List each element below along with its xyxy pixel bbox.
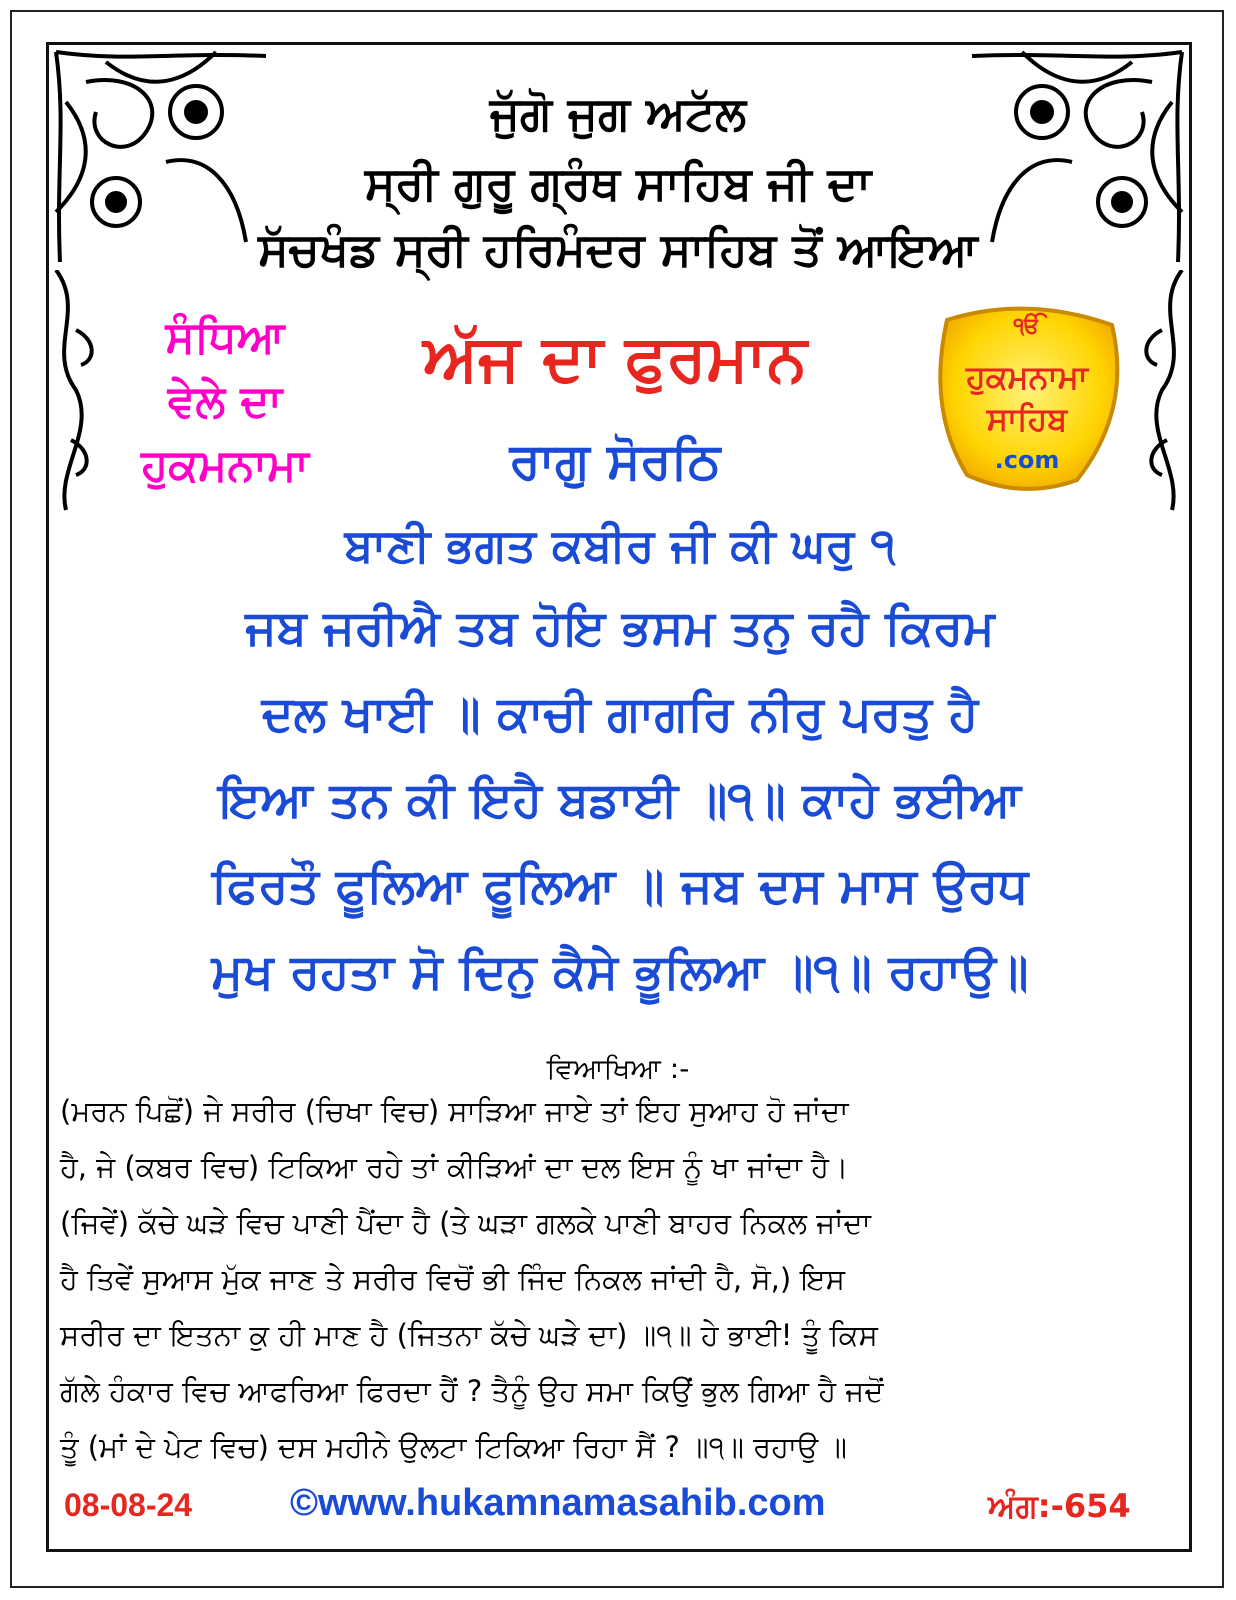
explanation-line: ਹੈ ਤਿਵੇਂ ਸੁਆਸ ਮੁੱਕ ਜਾਣ ਤੇ ਸਰੀਰ ਵਿਚੋਂ ਭੀ ਜਿੰਦ ਨਿਕਲ ਜਾਂਦੀ ਹੈ, ਸੋ,) ਇਸ — [60, 1262, 845, 1296]
logo-line-3: .com — [994, 446, 1060, 474]
explanation-line: (ਮਰਨ ਪਿਛੋਂ) ਜੇ ਸਰੀਰ (ਚਿਖਾ ਵਿਚ) ਸਾੜਿਆ ਜਾਏ ਤਾਂ ਇਹ ਸੁਆਹ ਹੋ ਜਾਂਦਾ — [60, 1094, 849, 1128]
hukamnama-sahib-logo — [927, 300, 1127, 496]
header-line-2: ਸ੍ਰੀ ਗੁਰੂ ਗ੍ਰੰਥ ਸਾਹਿਬ ਜੀ ਦਾ — [364, 156, 872, 210]
explanation-label: ਵਿਆਖਿਆ :- — [546, 1052, 690, 1085]
footer-website-link[interactable]: ©www.hukamnamasahib.com — [290, 1482, 826, 1524]
verse-line: ਦਲ ਖਾਈ ॥ ਕਾਚੀ ਗਾਗਰਿ ਨੀਰੁ ਪਰਤੁ ਹੈ — [261, 686, 979, 742]
footer-date: 08-08-24 — [64, 1487, 193, 1523]
badge-line-2: ਵੇਲੇ ਦਾ — [167, 376, 283, 427]
ornament-right-vine-icon — [1132, 270, 1192, 520]
verse-line: ਮੁਖ ਰਹਤਾ ਸੋ ਦਿਨੁ ਕੈਸੇ ਭੂਲਿਆ ॥੧॥ ਰਹਾਉ॥ — [211, 944, 1029, 1000]
logo-line-2: ਸਾਹਿਬ — [986, 400, 1068, 438]
verse-line: ਫਿਰਤੌ ਫੂਲਿਆ ਫੂਲਿਆ ॥ ਜਬ ਦਸ ਮਾਸ ਉਰਧ — [211, 858, 1029, 914]
explanation-line: ਹੈ, ਜੇ (ਕਬਰ ਵਿਚ) ਟਿਕਿਆ ਰਹੇ ਤਾਂ ਕੀੜਿਆਂ ਦਾ ਦਲ ਇਸ ਨੂੰ ਖਾ ਜਾਂਦਾ ਹੈ। — [60, 1150, 849, 1184]
explanation-line: ਤੂੰ (ਮਾਂ ਦੇ ਪੇਟ ਵਿਚ) ਦਸ ਮਹੀਨੇ ਉਲਟਾ ਟਿਕਿਆ ਰਿਹਾ ਸੈਂ ? ॥੧॥ ਰਹਾਉ ॥ — [60, 1430, 847, 1464]
logo-symbol: ੴ — [1013, 314, 1041, 339]
badge-line-1: ਸੰਧਿਆ — [165, 312, 285, 363]
explanation-line: (ਜਿਵੇਂ) ਕੱਚੇ ਘੜੇ ਵਿਚ ਪਾਣੀ ਪੈਂਦਾ ਹੈ (ਤੇ ਘੜਾ ਗਲਕੇ ਪਾਣੀ ਬਾਹਰ ਨਿਕਲ ਜਾਂਦਾ — [60, 1206, 871, 1240]
badge-line-3: ਹੁਕਮਨਾਮਾ — [141, 440, 309, 491]
explanation-line: ਗੱਲੇ ਹੰਕਾਰ ਵਿਚ ਆਫਰਿਆ ਫਿਰਦਾ ਹੈਂ ? ਤੈਨੂੰ ਉਹ ਸਮਾ ਕਿਉਂ ਭੁਲ ਗਿਆ ਹੈ ਜਦੋਂ — [60, 1374, 884, 1408]
page-title: ਅੱਜ ਦਾ ਫੁਰਮਾਨ — [423, 322, 807, 396]
raag-heading: ਰਾਗੁ ਸੋਰਠਿ — [509, 432, 721, 490]
explanation-line: ਸਰੀਰ ਦਾ ਇਤਨਾ ਕੁ ਹੀ ਮਾਣ ਹੈ (ਜਿਤਨਾ ਕੱਚੇ ਘੜੇ ਦਾ) ॥੧॥ ਹੇ ਭਾਈ! ਤੂੰ ਕਿਸ — [60, 1318, 878, 1352]
verse-line: ਇਆ ਤਨ ਕੀ ਇਹੈ ਬਡਾਈ ॥੧॥ ਕਾਹੇ ਭਈਆ — [218, 772, 1022, 828]
logo-line-1: ਹੁਕਮਨਾਮਾ — [966, 358, 1088, 396]
header-line-3: ਸੱਚਖੰਡ ਸ੍ਰੀ ਹਰਿਮੰਦਰ ਸਾਹਿਬ ਤੋਂ ਆਇਆ — [258, 222, 978, 276]
footer-ang-number: ਅੰਗ:-654 — [988, 1487, 1131, 1525]
verse-line: ਬਾਣੀ ਭਗਤ ਕਬੀਰ ਜੀ ਕੀ ਘਰੁ ੧ — [344, 518, 896, 572]
verse-line: ਜਬ ਜਰੀਐ ਤਬ ਹੋਇ ਭਸਮ ਤਨੁ ਰਹੈ ਕਿਰਮ — [245, 600, 995, 656]
header-line-1: ਜੁੱਗੋ ਜੁਗ ਅਟੱਲ — [489, 86, 747, 140]
ornament-left-vine-icon — [46, 270, 106, 520]
